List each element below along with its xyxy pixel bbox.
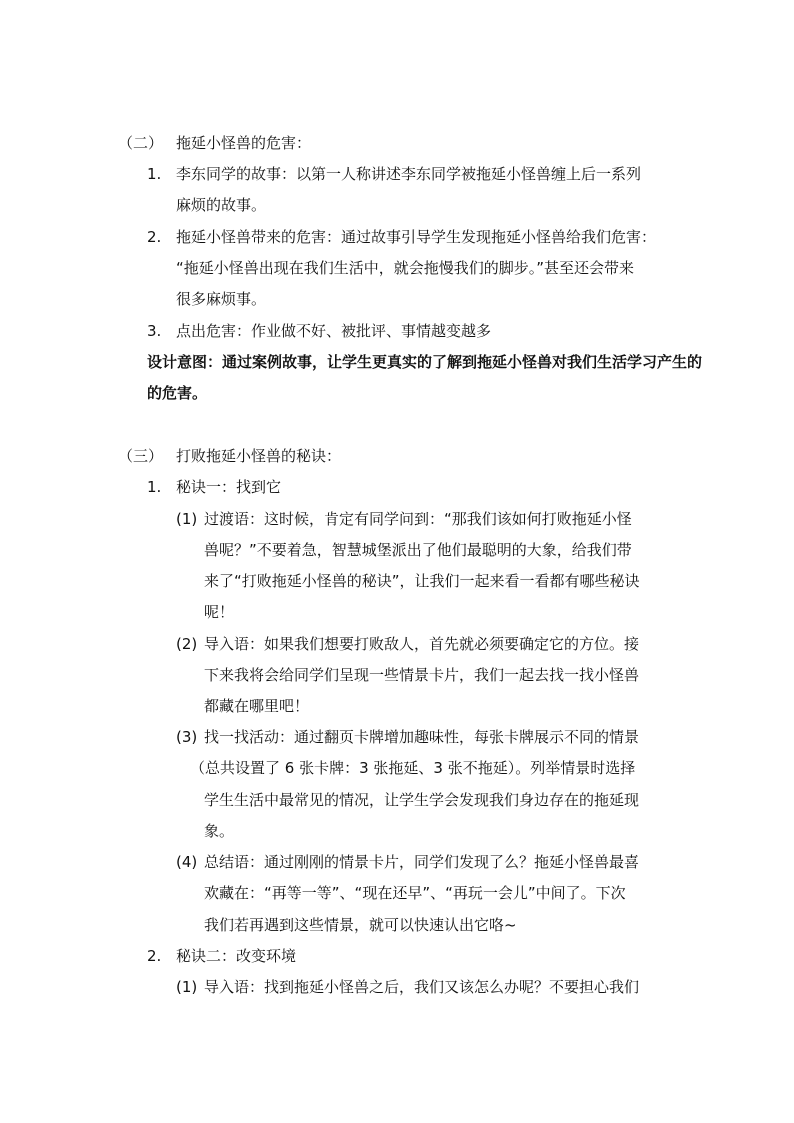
design-intent: 设计意图：通过案例故事，让学生更真实的了解到拖延小怪兽对我们生活学习产生的 <box>147 353 703 371</box>
item-text-line: 很多麻烦事。 <box>176 290 267 308</box>
sub-item-text-line: 过渡语：这时候，肯定有同学问到：“那我们该如何打败拖延小怪 <box>204 510 632 528</box>
item-number: 2. <box>147 228 162 246</box>
sub-item-text-line: 导入语：如果我们想要打败敌人，首先就必须要确定它的方位。接 <box>204 635 640 653</box>
sub-item-number: (2) <box>176 635 198 653</box>
design-intent: 的危害。 <box>147 384 208 402</box>
item-number: 2. <box>147 947 162 965</box>
sub-item-text-line: 下来我将会给同学们呈现一些情景卡片，我们一起去找一找小怪兽 <box>204 666 640 684</box>
sub-item-text-line: 欢藏在：“再等一等”、“现在还早”、“再玩一会儿”中间了。下次 <box>204 884 626 902</box>
sub-item-number: (4) <box>176 853 198 871</box>
item-number: 1. <box>147 165 162 183</box>
item-text-line: 李东同学的故事：以第一人称讲述李东同学被拖延小怪兽缠上后一系列 <box>176 165 642 183</box>
item-text-line: “拖延小怪兽出现在我们生活中，就会拖慢我们的脚步。”甚至还会带来 <box>176 259 635 277</box>
item-number: 3. <box>147 322 162 340</box>
section-2-title: 拖延小怪兽的危害： <box>176 134 312 152</box>
sub-item-text-line: （总共设置了 6 张卡牌：3 张拖延、3 张不拖延）。列举情景时选择 <box>190 759 636 777</box>
item-number: 1. <box>147 478 162 496</box>
section-3-marker: （三） <box>118 447 164 465</box>
sub-item-text-line: 我们若再遇到这些情景，就可以快速认出它咯~ <box>204 916 517 934</box>
sub-item-text-line: 呢！ <box>204 603 235 621</box>
item-text-line: 拖延小怪兽带来的危害：通过故事引导学生发现拖延小怪兽给我们危害： <box>176 228 657 246</box>
secret-title: 秘诀一：找到它 <box>176 478 282 496</box>
sub-item-number: (1) <box>176 510 198 528</box>
sub-item-number: (1) <box>176 978 198 996</box>
item-text-line: 麻烦的故事。 <box>176 196 267 214</box>
sub-item-text-line: 导入语：找到拖延小怪兽之后，我们又该怎么办呢？不要担心我们 <box>204 978 640 996</box>
sub-item-number: (3) <box>176 728 198 746</box>
sub-item-text-line: 找一找活动：通过翻页卡牌增加趣味性，每张卡牌展示不同的情景 <box>204 728 640 746</box>
item-text-line: 点出危害：作业做不好、被批评、事情越变越多 <box>176 322 492 340</box>
sub-item-text-line: 来了“打败拖延小怪兽的秘诀”，让我们一起来看一看都有哪些秘诀 <box>204 572 640 590</box>
sub-item-text-line: 象。 <box>204 822 235 840</box>
sub-item-text-line: 都藏在哪里吧！ <box>204 697 310 715</box>
secret-title: 秘诀二：改变环境 <box>176 947 297 965</box>
section-3-title: 打败拖延小怪兽的秘诀： <box>176 447 342 465</box>
sub-item-text-line: 学生生活中最常见的情况，让学生学会发现我们身边存在的拖延现 <box>204 791 640 809</box>
section-2-marker: （二） <box>118 134 164 152</box>
sub-item-text-line: 总结语：通过刚刚的情景卡片，同学们发现了么？拖延小怪兽最喜 <box>204 853 640 871</box>
sub-item-text-line: 兽呢？”不要着急，智慧城堡派出了他们最聪明的大象，给我们带 <box>204 541 632 559</box>
